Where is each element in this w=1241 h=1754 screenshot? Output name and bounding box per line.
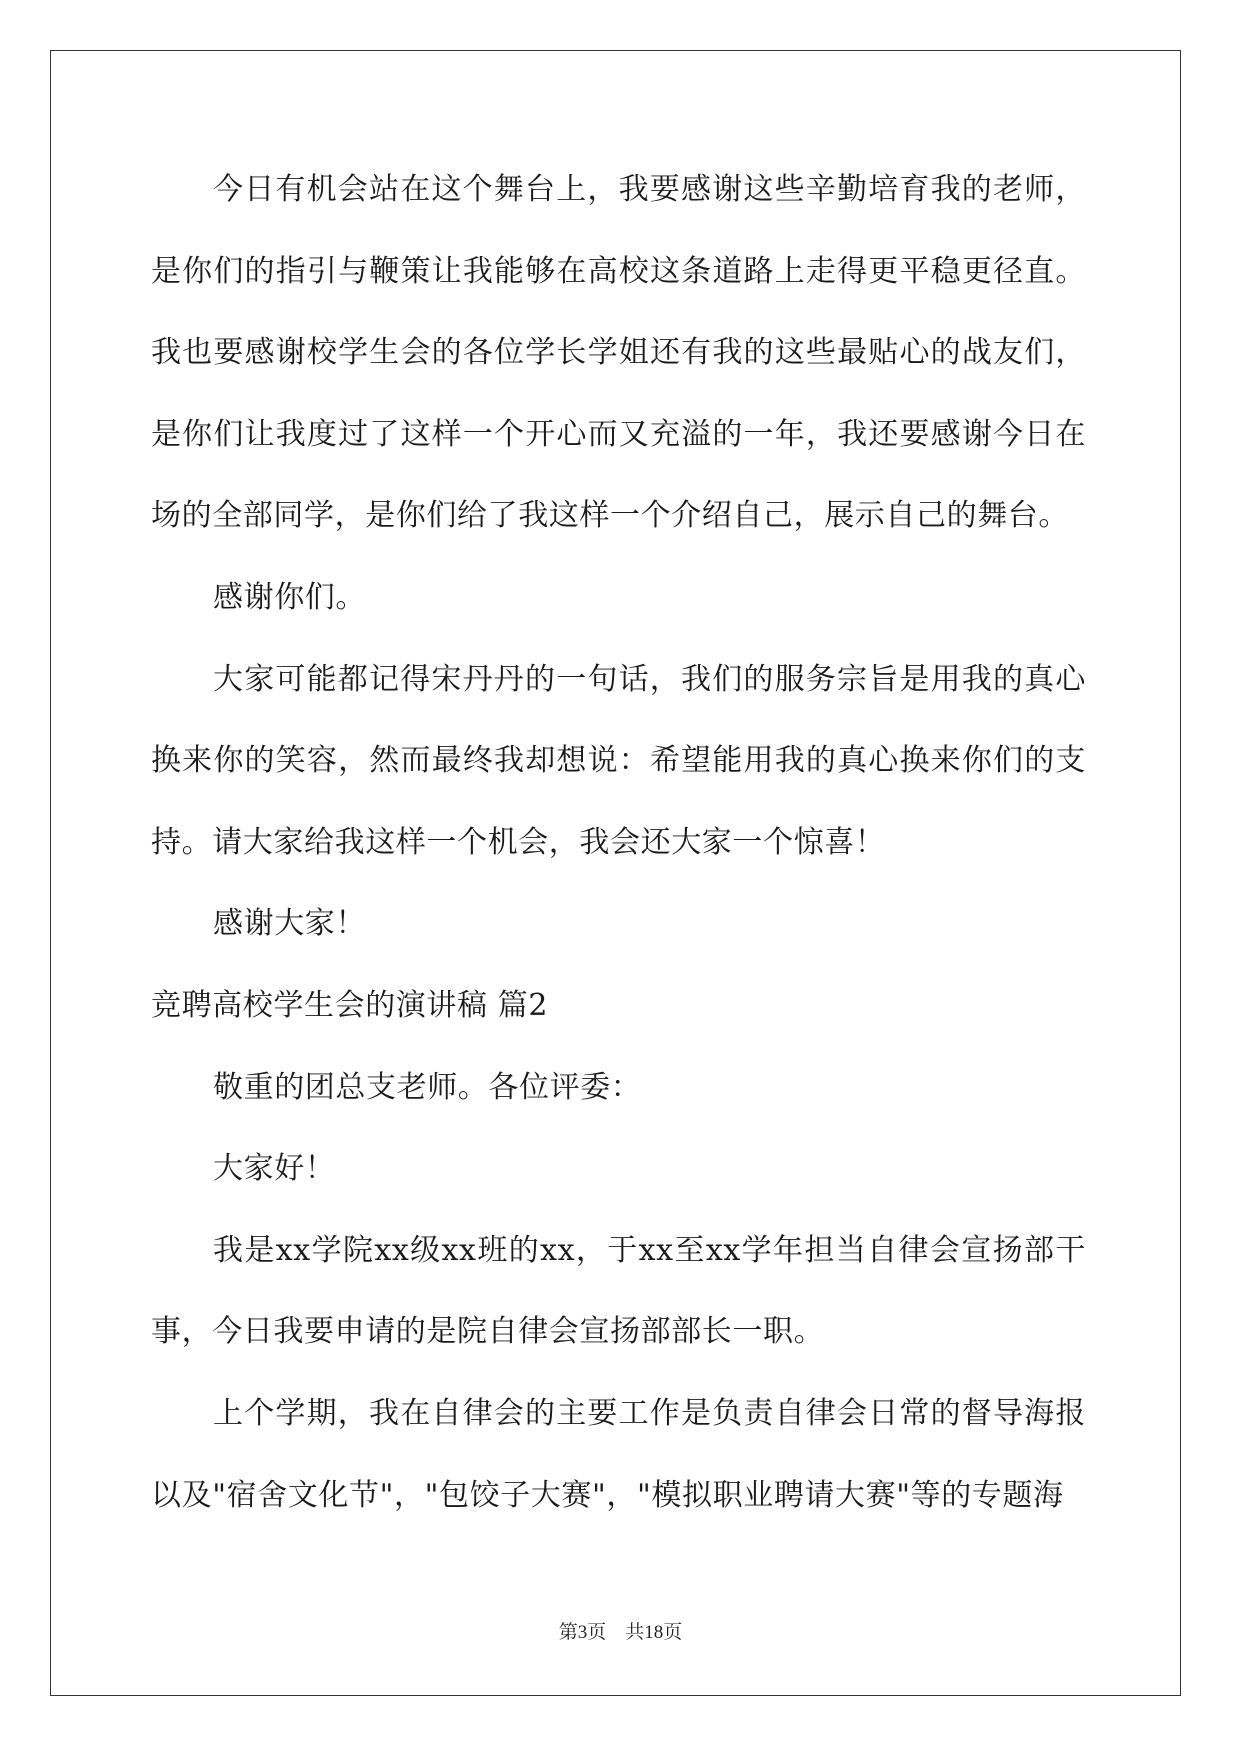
paragraph-thanks-all: 感谢大家！ [213, 906, 366, 942]
page-number: 第3页 [558, 1622, 607, 1643]
paragraph-service-motto: 大家可能都记得宋丹丹的一句话，我们的服务宗旨是用我的真心换来你的笑容，然而最终我却想说：希望能用我的真心换来你们的支持。请大家给我这样一个机会，我会还大家一个惊喜！ [151, 661, 1086, 860]
paragraph-salutation: 敬重的团总支老师。各位评委： [213, 1069, 642, 1105]
page-total: 共18页 [625, 1622, 683, 1643]
paragraph-greeting: 大家好！ [213, 1151, 336, 1187]
paragraph-thank-you: 感谢你们。 [213, 579, 366, 615]
paragraph-self-intro: 我是xx学院xx级xx班的xx，于xx至xx学年担当自律会宣扬部干事，今日我要申请的是院自律会宣扬部部长一职。 [151, 1232, 1086, 1350]
section-heading: 竞聘高校学生会的演讲稿 篇2 [151, 987, 549, 1023]
page-footer [0, 1617, 1241, 1644]
document-body [151, 149, 1086, 1536]
paragraph-thanks-teachers: 今日有机会站在这个舞台上，我要感谢这些辛勤培育我的老师，是你们的指引与鞭策让我能够在高校这条道路上走得更平稳更径直。我也要感谢校学生会的各位学长学姐还有我的这些最贴心的战友们，是你们让我度过了这样一个开心而又充溢的一年，我还要感谢今日在场的全部同学，是你们给了我这样一个介绍自己，展示自己的舞台。 [151, 172, 1086, 534]
paragraph-work-summary: 上个学期，我在自律会的主要工作是负责自律会日常的督导海报以及"宿舍文化节"，"包饺子大赛"，"模拟职业聘请大赛"等的专题海 [151, 1395, 1086, 1513]
